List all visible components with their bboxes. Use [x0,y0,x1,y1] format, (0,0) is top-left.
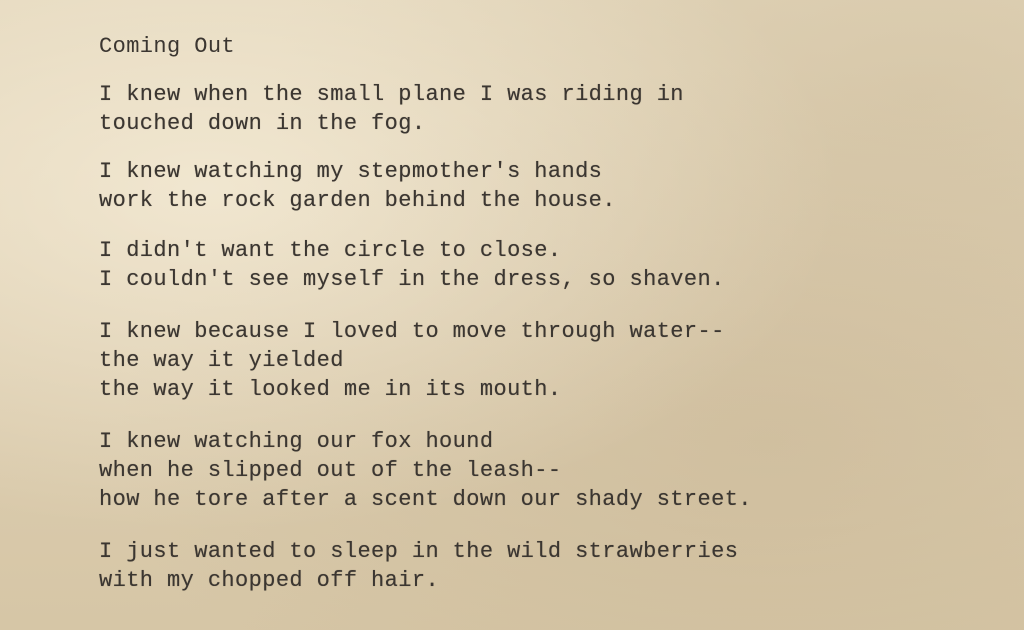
poem-line: I couldn't see myself in the dress, so shaven. [99,267,725,292]
stanza-3 [99,236,752,294]
poem-title: Coming Out [99,34,236,59]
stanza-5 [99,427,752,514]
poem-line: I knew watching our fox hound [99,429,494,454]
poem-line: when he slipped out of the leash-- [99,458,562,483]
poem-line: with my chopped off hair. [99,568,440,593]
stanza-6 [99,537,752,595]
poem-line: the way it looked me in its mouth. [99,377,562,402]
stanza-4 [99,317,752,404]
stanza-2 [99,157,752,215]
poem-line: the way it yielded [99,348,344,373]
poem-line: how he tore after a scent down our shady street. [99,487,752,512]
stanza-1 [99,80,752,138]
poem-line: I knew when the small plane I was riding in [99,82,684,107]
poem-line: I knew because I loved to move through water-- [99,319,725,344]
poem-line: I just wanted to sleep in the wild strawberries [99,539,739,564]
poem-line: I didn't want the circle to close. [99,238,562,263]
poem-line: work the rock garden behind the house. [99,188,616,213]
poem [99,32,752,595]
poem-line: I knew watching my stepmother's hands [99,159,603,184]
poem-line: touched down in the fog. [99,111,426,136]
